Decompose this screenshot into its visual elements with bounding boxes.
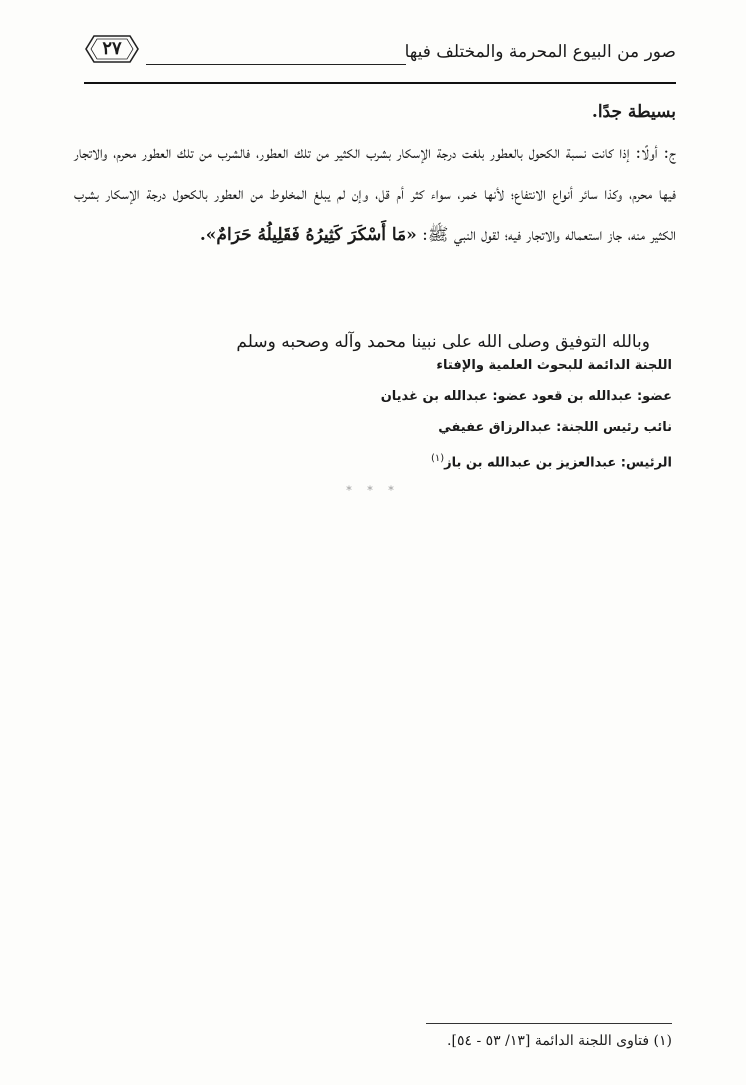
header-line (146, 64, 406, 65)
page-number: ٢٧ (102, 38, 122, 59)
hadith-quote: «مَا أَسْكَرَ كَثِيرُهُ فَقَلِيلُهُ حَرَامٌ». (199, 225, 417, 245)
committee-name: اللجنة الدائمة للبحوث العلمية والإفتاء (436, 358, 672, 373)
answer-text: ج: أولًا: إذا كانت نسبة الكحول بالعطور بلغت درجة الإسكار بشرب الكثير من تلك العطور، فالشرب من تلك العطور محرم، والاتجار فيها محرم، وكذا سائر أنواع الانتفاع؛ لأنها خمر، سواء كثر أم قل، وإن لم يبلغ المخلوط من العطور بالكحول درجة الإسكار بشرب الكثير منه، جاز استعماله والاتجار فيه؛ لقول النبي ﷺ: (74, 143, 676, 245)
answer-paragraph (74, 133, 676, 256)
signature-block (292, 350, 672, 474)
page-header (84, 34, 676, 78)
page-number-badge (84, 34, 140, 64)
footnote-reference: (١) (430, 453, 445, 464)
vice-chair: نائب رئيس اللجنة: عبدالرزاق عفيفي (438, 420, 672, 435)
footnote-text: (١) فتاوى اللجنة الدائمة [١٣/ ٥٣ - ٥٤]. (447, 1033, 672, 1049)
chair (292, 443, 672, 474)
intro-text: بسيطة جدًا. (591, 102, 676, 122)
footnote-rule (426, 1023, 672, 1024)
committee-members: عضو: عبدالله بن قعود عضو: عبدالله بن غديان (380, 389, 672, 404)
header-rule (84, 82, 676, 84)
fatwa-body (74, 92, 676, 256)
running-title: صور من البيوع المحرمة والمختلف فيها (404, 42, 676, 62)
chair-name: الرئيس: عبدالعزيز بن عبدالله بن باز (444, 455, 672, 471)
section-separator: * * * (346, 484, 400, 497)
closing-line: وبالله التوفيق وصلى الله على نبينا محمد وآله وصحبه وسلم (236, 332, 650, 352)
